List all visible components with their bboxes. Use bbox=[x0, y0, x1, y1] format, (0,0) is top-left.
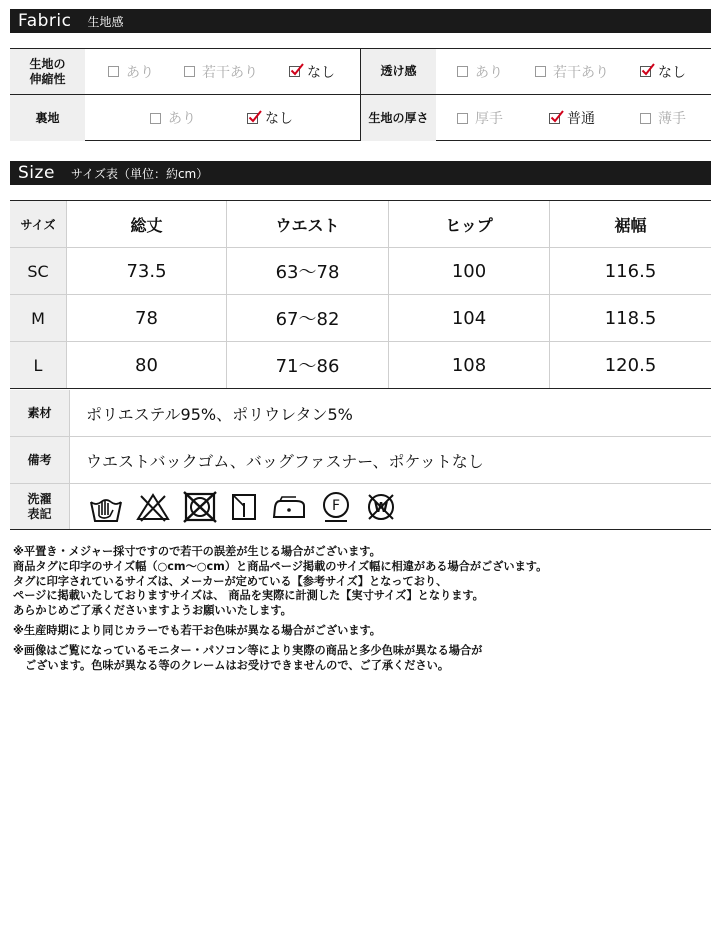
fabric-row-1 bbox=[10, 49, 711, 95]
stretch-option-slight: 若干あり bbox=[184, 49, 258, 94]
no-wet-clean-icon bbox=[364, 490, 398, 524]
stretch-option-yes: あり bbox=[108, 49, 154, 94]
care-row bbox=[10, 484, 711, 530]
checked-checkbox-icon bbox=[640, 66, 651, 77]
note-line: ※生産時期により同じカラーでも若干お色味が異なる場合がございます。 bbox=[13, 623, 381, 637]
table-cell: 118.5 bbox=[604, 307, 657, 329]
stretch-label: 生地の 伸縮性 bbox=[10, 49, 85, 94]
fabric-title: Fabric bbox=[18, 11, 72, 31]
checked-checkbox-icon bbox=[247, 113, 258, 124]
svg-text:W: W bbox=[373, 500, 389, 516]
care-label: 洗濯 表記 bbox=[10, 484, 70, 529]
fabric-row-2 bbox=[10, 95, 711, 141]
lining-option-yes: あり bbox=[150, 95, 196, 141]
fabric-table bbox=[10, 48, 711, 141]
table-cell: 67〜82 bbox=[227, 295, 389, 341]
checkbox-icon bbox=[457, 66, 468, 77]
lining-label: 裏地 bbox=[10, 95, 85, 141]
no-tumble-dry-icon bbox=[182, 490, 218, 524]
length-col-header: 総丈 bbox=[67, 201, 227, 247]
checkbox-icon bbox=[150, 113, 161, 124]
table-cell: 63〜78 bbox=[227, 248, 389, 294]
checked-checkbox-icon bbox=[289, 66, 300, 77]
size-name-cell: M bbox=[10, 295, 67, 341]
size-section-header bbox=[10, 161, 711, 185]
dry-clean-f-icon bbox=[319, 490, 353, 524]
thickness-option-thick: 厚手 bbox=[457, 95, 503, 141]
remarks-value: ウエストバックゴム、バッグファスナー、ポケットなし bbox=[86, 451, 484, 471]
note-line: あらかじめご了承くださいますようお願いいたします。 bbox=[13, 604, 292, 618]
sheer-option-yes: あり bbox=[457, 49, 503, 94]
fabric-subtitle: 生地感 bbox=[87, 14, 124, 29]
hip-col-header: ヒップ bbox=[389, 201, 550, 247]
table-row bbox=[10, 248, 711, 295]
size-subtitle: サイズ表（単位：約cm） bbox=[70, 166, 209, 181]
note-line: タグに印字されているサイズは、メーカーが定めている【参考サイズ】となっており、 bbox=[13, 574, 448, 588]
material-value: ポリエステル95%、ポリウレタン5% bbox=[86, 404, 353, 424]
table-cell: 80 bbox=[67, 342, 227, 388]
line-dry-shade-icon bbox=[229, 490, 259, 524]
thickness-option-normal: 普通 bbox=[549, 95, 595, 141]
table-row bbox=[10, 295, 711, 342]
checked-checkbox-icon bbox=[549, 113, 560, 124]
size-name-cell: SC bbox=[10, 248, 67, 294]
care-icons bbox=[70, 484, 711, 529]
sheer-label: 透け感 bbox=[361, 49, 436, 94]
table-cell: 116.5 bbox=[604, 260, 657, 282]
thickness-label: 生地の厚さ bbox=[361, 95, 436, 141]
table-row bbox=[10, 342, 711, 389]
stretch-option-no: なし bbox=[289, 49, 335, 94]
hand-wash-icon bbox=[88, 490, 124, 524]
table-cell: 120.5 bbox=[604, 354, 657, 376]
table-cell: 108 bbox=[389, 342, 550, 388]
waist-col-header: ウエスト bbox=[227, 201, 389, 247]
table-cell: 100 bbox=[389, 248, 550, 294]
checkbox-icon bbox=[640, 113, 651, 124]
size-col-header: サイズ bbox=[10, 201, 67, 247]
note-line: ございます。色味が異なる等のクレームはお受けできませんので、ご了承ください。 bbox=[25, 658, 450, 672]
sheer-option-no: なし bbox=[640, 49, 686, 94]
note-line: 商品タグに印字のサイズ幅（○cm〜○cm）と商品ページ掲載のサイズ幅に相違がある場合がございます。 bbox=[13, 559, 548, 573]
material-row bbox=[10, 390, 711, 437]
checkbox-icon bbox=[535, 66, 546, 77]
table-cell: 78 bbox=[67, 295, 227, 341]
checkbox-icon bbox=[457, 113, 468, 124]
note-line: ※平置き・メジャー採寸ですので若干の誤差が生じる場合がございます。 bbox=[13, 545, 381, 558]
notes bbox=[13, 545, 713, 673]
iron-low-icon bbox=[270, 490, 308, 524]
no-bleach-icon bbox=[135, 490, 171, 524]
remarks-label: 備考 bbox=[10, 437, 70, 483]
size-table-header-row bbox=[10, 201, 711, 248]
material-label: 素材 bbox=[10, 390, 70, 436]
remarks-row bbox=[10, 437, 711, 484]
size-title: Size bbox=[18, 163, 55, 183]
table-cell: 73.5 bbox=[67, 248, 227, 294]
table-cell: 71〜86 bbox=[227, 342, 389, 388]
fabric-section-header bbox=[10, 9, 711, 33]
checkbox-icon bbox=[184, 66, 195, 77]
checkbox-icon bbox=[108, 66, 119, 77]
thickness-option-thin: 薄手 bbox=[640, 95, 686, 141]
table-cell: 104 bbox=[389, 295, 550, 341]
note-line: ※画像はご覧になっているモニター・パソコン等により実際の商品と多少色味が異なる場合が bbox=[13, 643, 483, 657]
lining-option-no: なし bbox=[247, 95, 293, 141]
svg-text:F: F bbox=[331, 497, 341, 514]
size-name-cell: L bbox=[10, 342, 67, 388]
sheer-option-slight: 若干あり bbox=[535, 49, 609, 94]
note-line: ページに掲載いたしておりますサイズは、 商品を実際に計測した【実寸サイズ】となります。 bbox=[13, 589, 484, 603]
hem-col-header: 裾幅 bbox=[614, 215, 647, 235]
size-table bbox=[10, 200, 711, 377]
